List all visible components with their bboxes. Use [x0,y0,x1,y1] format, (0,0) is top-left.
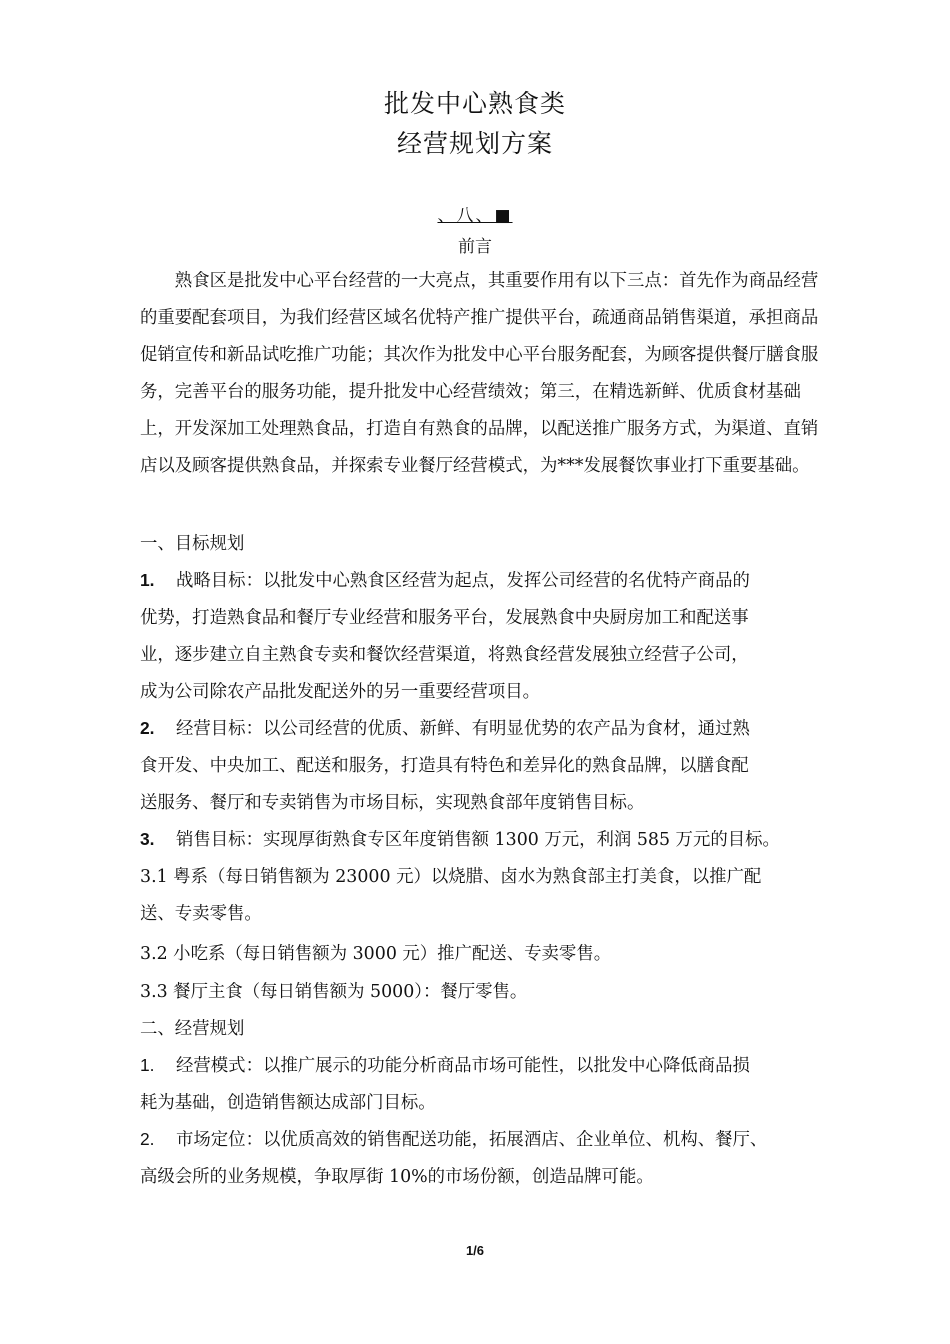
section-1-item-1-line-1 [140,566,830,591]
section-1-item-2-text: 经营目标：以公司经营的优质、新鲜、有明显优势的农产品为食材，通过熟 [176,719,750,739]
section-1-item-3-number: 3. [140,829,155,849]
section-1-heading: 一、目标规划 [140,534,245,554]
sub-item-3-1-line-1: 3.1 粤系（每日销售额为 23000 元）以烧腊、卤水为熟食部主打美食，以推广配 [140,867,762,887]
section-2-heading: 二、经营规划 [140,1019,245,1039]
section-2-item-2-text: 市场定位：以优质高效的销售配送功能，拓展酒店、企业单位、机构、餐厅、 [176,1130,768,1150]
section-1-item-1-line-4: 成为公司除农产品批发配送外的另一重要经营项目。 [140,682,540,702]
document-title-line-2: 经营规划方案 [396,129,553,158]
section-1-item-1-line-2: 优势，打造熟食品和餐厅专业经营和服务平台，发展熟食中央厨房加工和配送事 [140,608,749,628]
section-1-item-3-text: 销售目标：实现厚街熟食专区年度销售额 1300 万元，利润 585 万元的目标。 [176,830,780,850]
document-title-line-1: 批发中心熟食类 [383,89,566,118]
page-number: 1/6 [465,1243,485,1258]
section-2-item-2-number: 2. [140,1129,155,1149]
section-2-item-1-line-1 [140,1051,830,1076]
decorative-heading: 、八、■ [437,206,513,226]
section-2-item-1-line-2: 耗为基础，创造销售额达成部门目标。 [140,1093,436,1113]
section-1-item-1-line-3: 业，逐步建立自主熟食专卖和餐饮经营渠道，将熟食经营发展独立经营子公司， [140,645,749,665]
section-1-item-1-number: 1. [140,570,155,590]
section-2-item-1-text: 经营模式：以推广展示的功能分析商品市场可能性，以批发中心降低商品损 [176,1056,750,1076]
section-1-item-1-text: 战略目标：以批发中心熟食区经营为起点，发挥公司经营的名优特产商品的 [176,571,750,591]
section-1-item-2-number: 2. [140,718,155,738]
section-1-item-2-line-3: 送服务、餐厅和专卖销售为市场目标，实现熟食部年度销售目标。 [140,793,645,813]
section-2-item-2-line-1 [140,1125,830,1150]
sub-item-3-3: 3.3 餐厅主食（每日销售额为 5000）：餐厅零售。 [140,982,528,1002]
intro-paragraph: 熟食区是批发中心平台经营的一大亮点，其重要作用有以下三点：首先作为商品经营的重要配套项目，为我们经营区域名优特产推广提供平台，疏通商品销售渠道，承担商品促销宣传和新品试吃推广功能；其次作为批发中心平台服务配套，为顾客提供餐厅膳食服务，完善平台的服务功能，提升批发中心经营绩效；第三，在精选新鲜、优质食材基础上，开发深加工处理熟食品，打造自有熟食的品牌，以配送推广服务方式，为渠道、直销店以及顾客提供熟食品，并探索专业餐厅经营模式，为***发展餐饮事业打下重要基础。 [140,271,819,476]
sub-item-3-2: 3.2 小吃系（每日销售额为 3000 元）推广配送、专卖零售。 [140,944,612,964]
section-2-item-1-number: 1. [140,1055,155,1075]
section-2-item-2-line-2: 高级会所的业务规模，争取厚街 10%的市场份额，创造品牌可能。 [140,1167,654,1187]
section-1-item-3 [140,825,830,850]
section-1-item-2-line-2: 食开发、中央加工、配送和服务，打造具有特色和差异化的熟食品牌，以膳食配 [140,756,749,776]
foreword-heading: 前言 [458,237,492,257]
sub-item-3-1-line-2: 送、专卖零售。 [140,904,262,924]
section-1-item-2-line-1 [140,714,830,739]
